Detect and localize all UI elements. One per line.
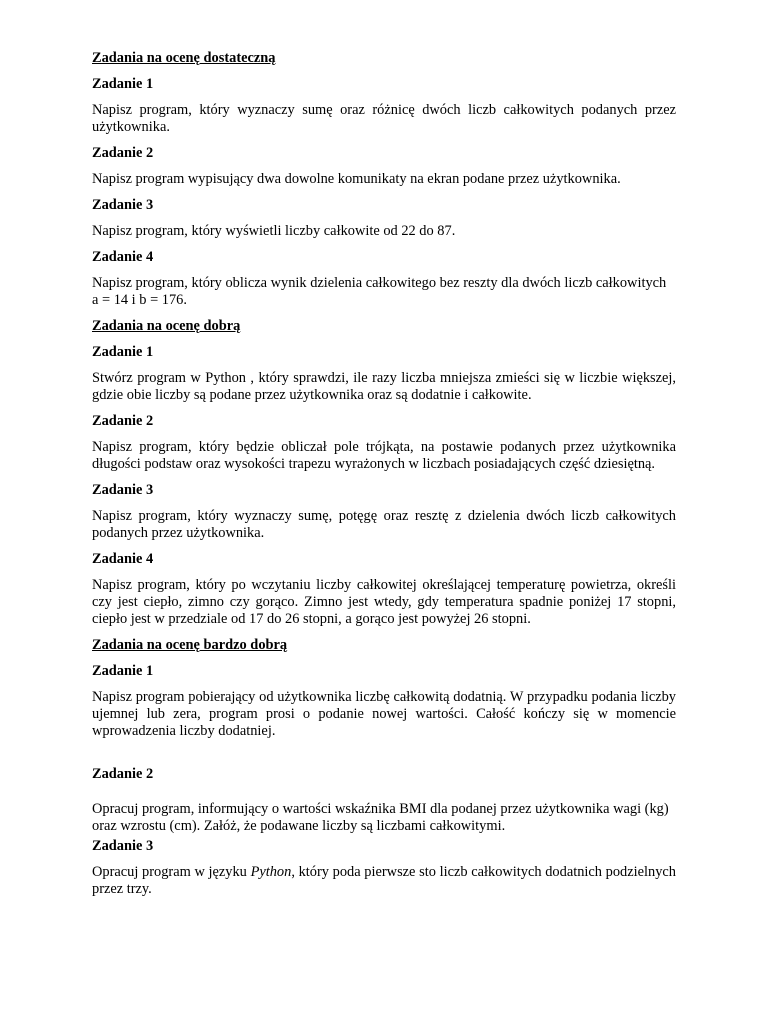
section-dobra — [92, 318, 676, 628]
section-title: Zadania na ocenę dobrą — [92, 318, 241, 334]
task-title: Zadanie 2 — [92, 766, 154, 782]
task-text-line: Napisz program, który oblicza wynik dzielenia całkowitego bez reszty dla dwóch liczb całkowitych — [92, 275, 667, 291]
section-title: Zadania na ocenę dostateczną — [92, 50, 276, 66]
task-text: Napisz program, który wyznaczy sumę, potęgę oraz resztę z dzielenia dwóch liczb całkowitych podanych przez użytkownika. — [92, 508, 676, 541]
task-text — [92, 275, 676, 309]
task-text: Opracuj program, informujący o wartości wskaźnika BMI dla podanej przez użytkownika wagi (kg) oraz wzrostu (cm). Załóż, że podawane liczby są liczbami całkowitymi. — [92, 801, 669, 834]
document-content — [92, 50, 676, 907]
section-title: Zadania na ocenę bardzo dobrą — [92, 637, 288, 653]
task-text: Napisz program pobierający od użytkownika liczbę całkowitą dodatnią. W przypadku podania liczby ujemnej lub zera, program prosi o podanie nowej wartości. Całość kończy się w momencie wprowadzenia liczby dodatniej. — [92, 689, 676, 739]
task-title: Zadanie 4 — [92, 249, 154, 265]
task-text: Napisz program, który po wczytaniu liczby całkowitej określającej temperaturę powietrza, określi czy jest ciepło, zimno czy gorąco. Zimno jest wtedy, gdy temperatura spadnie poniżej 17 stopni, ciepło jest w przedziale od 17 do 26 stopni, a gorąco jest powyżej 26 stopni. — [92, 577, 676, 627]
task-title: Zadanie 1 — [92, 344, 154, 360]
task-text: Stwórz program w Python , który sprawdzi, ile razy liczba mniejsza zmieści się w liczbie większej, gdzie obie liczby są podane przez użytkownika oraz są dodatnie i całkowite. — [92, 370, 676, 403]
section-bardzo-dobra — [92, 637, 676, 898]
task-text-line: a = 14 i b = 176. — [92, 292, 187, 308]
task-title: Zadanie 3 — [92, 482, 154, 498]
task-text-italic: Python — [250, 864, 292, 880]
task-title: Zadanie 3 — [92, 197, 154, 213]
task-text — [92, 864, 676, 898]
task-text-part: , który poda pierwsze sto liczb całkowitych dodatnich podzielnych przez trzy. — [92, 864, 676, 897]
task-title: Zadanie 1 — [92, 76, 154, 92]
task-title: Zadanie 2 — [92, 413, 154, 429]
task-text: Napisz program, który wyznaczy sumę oraz różnicę dwóch liczb całkowitych podanych przez użytkownika. — [92, 102, 676, 135]
task-title: Zadanie 3 — [92, 838, 154, 854]
task-text: Napisz program wypisujący dwa dowolne komunikaty na ekran podane przez użytkownika. — [92, 171, 621, 187]
task-title: Zadanie 4 — [92, 551, 154, 567]
task-text: Napisz program, który wyświetli liczby całkowite od 22 do 87. — [92, 223, 456, 239]
section-dostateczna — [92, 50, 676, 309]
task-text: Napisz program, który będzie obliczał pole trójkąta, na postawie podanych przez użytkownika długości podstaw oraz wysokości trapezu wyrażonych w liczbach posiadających część dziesiętną. — [92, 439, 676, 472]
task-title: Zadanie 1 — [92, 663, 154, 679]
task-text-part: Opracuj program w języku — [92, 864, 251, 880]
task-title: Zadanie 2 — [92, 145, 154, 161]
